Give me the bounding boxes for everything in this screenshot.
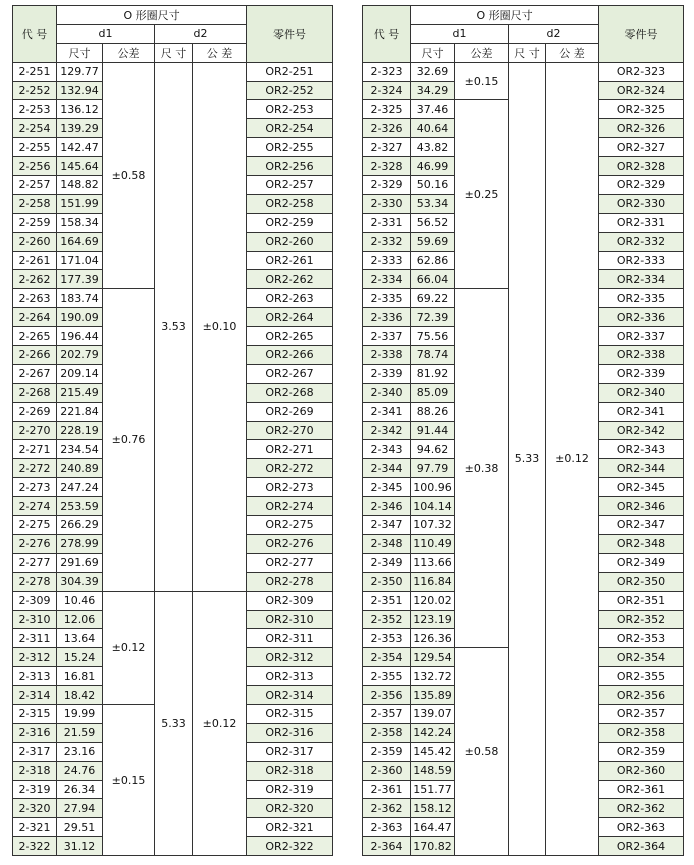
d1-size-cell: 266.29 xyxy=(57,516,103,535)
code-cell: 2-254 xyxy=(13,119,57,138)
d1-size-cell: 104.14 xyxy=(411,497,455,516)
d1-size-cell: 107.32 xyxy=(411,516,455,535)
part-number-cell: OR2-259 xyxy=(247,213,333,232)
d1-tolerance-cell: ±0.25 xyxy=(455,100,509,289)
part-number-cell: OR2-326 xyxy=(599,119,684,138)
header-o-ring-size: O 形圈尺寸 xyxy=(57,6,247,25)
part-number-cell: OR2-344 xyxy=(599,459,684,478)
code-cell: 2-344 xyxy=(363,459,411,478)
part-number-cell: OR2-253 xyxy=(247,100,333,119)
code-cell: 2-322 xyxy=(13,837,57,856)
part-number-cell: OR2-269 xyxy=(247,402,333,421)
d1-size-cell: 81.92 xyxy=(411,364,455,383)
part-number-cell: OR2-274 xyxy=(247,497,333,516)
table-body-left xyxy=(13,62,333,855)
d1-size-cell: 151.99 xyxy=(57,194,103,213)
header-d2: d2 xyxy=(509,24,599,43)
code-cell: 2-258 xyxy=(13,194,57,213)
code-cell: 2-318 xyxy=(13,761,57,780)
part-number-cell: OR2-260 xyxy=(247,232,333,251)
d2-tolerance-cell: ±0.12 xyxy=(546,62,599,855)
header-o-ring-size: O 形圈尺寸 xyxy=(411,6,599,25)
header-part-no: 零件号 xyxy=(247,6,333,63)
header-part-no: 零件号 xyxy=(599,6,684,63)
part-number-cell: OR2-310 xyxy=(247,610,333,629)
part-number-cell: OR2-345 xyxy=(599,478,684,497)
code-cell: 2-360 xyxy=(363,761,411,780)
part-number-cell: OR2-338 xyxy=(599,346,684,365)
part-number-cell: OR2-272 xyxy=(247,459,333,478)
header-d2: d2 xyxy=(155,24,247,43)
d1-size-cell: 151.77 xyxy=(411,780,455,799)
d1-size-cell: 72.39 xyxy=(411,308,455,327)
d1-size-cell: 177.39 xyxy=(57,270,103,289)
part-number-cell: OR2-342 xyxy=(599,421,684,440)
part-number-cell: OR2-350 xyxy=(599,572,684,591)
d1-size-cell: 40.64 xyxy=(411,119,455,138)
d1-size-cell: 145.42 xyxy=(411,742,455,761)
code-cell: 2-356 xyxy=(363,686,411,705)
d2-size-cell: 3.53 xyxy=(155,62,193,591)
part-number-cell: OR2-262 xyxy=(247,270,333,289)
code-cell: 2-339 xyxy=(363,364,411,383)
code-cell: 2-310 xyxy=(13,610,57,629)
part-number-cell: OR2-347 xyxy=(599,516,684,535)
code-cell: 2-342 xyxy=(363,421,411,440)
part-number-cell: OR2-354 xyxy=(599,648,684,667)
d1-size-cell: 26.34 xyxy=(57,780,103,799)
d1-size-cell: 46.99 xyxy=(411,157,455,176)
d1-size-cell: 139.07 xyxy=(411,704,455,723)
d1-size-cell: 215.49 xyxy=(57,383,103,402)
d1-size-cell: 126.36 xyxy=(411,629,455,648)
d1-size-cell: 53.34 xyxy=(411,194,455,213)
part-number-cell: OR2-255 xyxy=(247,138,333,157)
code-cell: 2-278 xyxy=(13,572,57,591)
part-number-cell: OR2-337 xyxy=(599,327,684,346)
part-number-cell: OR2-322 xyxy=(247,837,333,856)
code-cell: 2-347 xyxy=(363,516,411,535)
d1-size-cell: 31.12 xyxy=(57,837,103,856)
code-cell: 2-355 xyxy=(363,667,411,686)
code-cell: 2-272 xyxy=(13,459,57,478)
d1-size-cell: 135.89 xyxy=(411,686,455,705)
code-cell: 2-257 xyxy=(13,176,57,195)
header-d1: d1 xyxy=(57,24,155,43)
part-number-cell: OR2-346 xyxy=(599,497,684,516)
code-cell: 2-332 xyxy=(363,232,411,251)
part-number-cell: OR2-257 xyxy=(247,176,333,195)
code-cell: 2-362 xyxy=(363,799,411,818)
d1-size-cell: 15.24 xyxy=(57,648,103,667)
code-cell: 2-361 xyxy=(363,780,411,799)
part-number-cell: OR2-276 xyxy=(247,534,333,553)
part-number-cell: OR2-252 xyxy=(247,81,333,100)
d1-size-cell: 59.69 xyxy=(411,232,455,251)
code-cell: 2-253 xyxy=(13,100,57,119)
d1-size-cell: 24.76 xyxy=(57,761,103,780)
code-cell: 2-255 xyxy=(13,138,57,157)
code-cell: 2-325 xyxy=(363,100,411,119)
part-number-cell: OR2-341 xyxy=(599,402,684,421)
part-number-cell: OR2-312 xyxy=(247,648,333,667)
part-number-cell: OR2-314 xyxy=(247,686,333,705)
d1-size-cell: 132.94 xyxy=(57,81,103,100)
code-cell: 2-316 xyxy=(13,723,57,742)
d1-size-cell: 132.72 xyxy=(411,667,455,686)
part-number-cell: OR2-329 xyxy=(599,176,684,195)
part-number-cell: OR2-317 xyxy=(247,742,333,761)
part-number-cell: OR2-348 xyxy=(599,534,684,553)
code-cell: 2-264 xyxy=(13,308,57,327)
part-number-cell: OR2-266 xyxy=(247,346,333,365)
d1-size-cell: 247.24 xyxy=(57,478,103,497)
code-cell: 2-271 xyxy=(13,440,57,459)
part-number-cell: OR2-275 xyxy=(247,516,333,535)
part-number-cell: OR2-278 xyxy=(247,572,333,591)
d1-size-cell: 13.64 xyxy=(57,629,103,648)
d1-size-cell: 85.09 xyxy=(411,383,455,402)
d1-size-cell: 202.79 xyxy=(57,346,103,365)
d1-size-cell: 100.96 xyxy=(411,478,455,497)
part-number-cell: OR2-351 xyxy=(599,591,684,610)
d1-tolerance-cell: ±0.58 xyxy=(103,62,155,289)
d1-size-cell: 116.84 xyxy=(411,572,455,591)
code-cell: 2-324 xyxy=(363,81,411,100)
header-d2-tolerance: 公 差 xyxy=(193,43,247,62)
d1-size-cell: 304.39 xyxy=(57,572,103,591)
d1-size-cell: 50.16 xyxy=(411,176,455,195)
table-row xyxy=(13,62,333,81)
part-number-cell: OR2-256 xyxy=(247,157,333,176)
part-number-cell: OR2-319 xyxy=(247,780,333,799)
header-code: 代 号 xyxy=(13,6,57,63)
part-number-cell: OR2-332 xyxy=(599,232,684,251)
d1-tolerance-cell: ±0.58 xyxy=(455,648,509,856)
d1-size-cell: 142.24 xyxy=(411,723,455,742)
d1-size-cell: 113.66 xyxy=(411,553,455,572)
part-number-cell: OR2-339 xyxy=(599,364,684,383)
d1-size-cell: 291.69 xyxy=(57,553,103,572)
code-cell: 2-269 xyxy=(13,402,57,421)
d1-size-cell: 171.04 xyxy=(57,251,103,270)
part-number-cell: OR2-363 xyxy=(599,818,684,837)
code-cell: 2-352 xyxy=(363,610,411,629)
header-d1-tolerance: 公差 xyxy=(103,43,155,62)
code-cell: 2-270 xyxy=(13,421,57,440)
code-cell: 2-315 xyxy=(13,704,57,723)
header-d1-tolerance: 公差 xyxy=(455,43,509,62)
d1-tolerance-cell: ±0.38 xyxy=(455,289,509,648)
code-cell: 2-354 xyxy=(363,648,411,667)
d1-size-cell: 43.82 xyxy=(411,138,455,157)
part-number-cell: OR2-359 xyxy=(599,742,684,761)
d1-size-cell: 139.29 xyxy=(57,119,103,138)
code-cell: 2-359 xyxy=(363,742,411,761)
code-cell: 2-311 xyxy=(13,629,57,648)
code-cell: 2-349 xyxy=(363,553,411,572)
code-cell: 2-336 xyxy=(363,308,411,327)
d1-size-cell: 16.81 xyxy=(57,667,103,686)
d2-size-cell: 5.33 xyxy=(509,62,546,855)
part-number-cell: OR2-361 xyxy=(599,780,684,799)
code-cell: 2-251 xyxy=(13,62,57,81)
code-cell: 2-364 xyxy=(363,837,411,856)
code-cell: 2-268 xyxy=(13,383,57,402)
d1-size-cell: 170.82 xyxy=(411,837,455,856)
code-cell: 2-320 xyxy=(13,799,57,818)
code-cell: 2-313 xyxy=(13,667,57,686)
header-d1-size: 尺寸 xyxy=(57,43,103,62)
code-cell: 2-338 xyxy=(363,346,411,365)
d1-size-cell: 164.47 xyxy=(411,818,455,837)
header-d2-size: 尺 寸 xyxy=(155,43,193,62)
part-number-cell: OR2-335 xyxy=(599,289,684,308)
d1-tolerance-cell: ±0.12 xyxy=(103,591,155,704)
header-d2-size: 尺 寸 xyxy=(509,43,546,62)
header-code: 代 号 xyxy=(363,6,411,63)
d1-size-cell: 21.59 xyxy=(57,723,103,742)
code-cell: 2-277 xyxy=(13,553,57,572)
part-number-cell: OR2-357 xyxy=(599,704,684,723)
code-cell: 2-363 xyxy=(363,818,411,837)
d2-tolerance-cell: ±0.12 xyxy=(193,591,247,855)
d1-size-cell: 34.29 xyxy=(411,81,455,100)
d1-size-cell: 158.34 xyxy=(57,213,103,232)
d1-size-cell: 183.74 xyxy=(57,289,103,308)
part-number-cell: OR2-309 xyxy=(247,591,333,610)
code-cell: 2-275 xyxy=(13,516,57,535)
code-cell: 2-327 xyxy=(363,138,411,157)
code-cell: 2-276 xyxy=(13,534,57,553)
part-number-cell: OR2-264 xyxy=(247,308,333,327)
d1-size-cell: 29.51 xyxy=(57,818,103,837)
part-number-cell: OR2-353 xyxy=(599,629,684,648)
d1-size-cell: 12.06 xyxy=(57,610,103,629)
d1-size-cell: 94.62 xyxy=(411,440,455,459)
part-number-cell: OR2-360 xyxy=(599,761,684,780)
d1-size-cell: 209.14 xyxy=(57,364,103,383)
code-cell: 2-334 xyxy=(363,270,411,289)
code-cell: 2-341 xyxy=(363,402,411,421)
code-cell: 2-357 xyxy=(363,704,411,723)
code-cell: 2-317 xyxy=(13,742,57,761)
d1-size-cell: 123.19 xyxy=(411,610,455,629)
part-number-cell: OR2-323 xyxy=(599,62,684,81)
d1-size-cell: 148.59 xyxy=(411,761,455,780)
part-number-cell: OR2-318 xyxy=(247,761,333,780)
d1-size-cell: 278.99 xyxy=(57,534,103,553)
d2-tolerance-cell: ±0.10 xyxy=(193,62,247,591)
part-number-cell: OR2-356 xyxy=(599,686,684,705)
part-number-cell: OR2-311 xyxy=(247,629,333,648)
part-number-cell: OR2-328 xyxy=(599,157,684,176)
header-d1: d1 xyxy=(411,24,509,43)
part-number-cell: OR2-327 xyxy=(599,138,684,157)
part-number-cell: OR2-333 xyxy=(599,251,684,270)
part-number-cell: OR2-364 xyxy=(599,837,684,856)
code-cell: 2-351 xyxy=(363,591,411,610)
code-cell: 2-266 xyxy=(13,346,57,365)
code-cell: 2-331 xyxy=(363,213,411,232)
table-row xyxy=(13,591,333,610)
part-number-cell: OR2-343 xyxy=(599,440,684,459)
code-cell: 2-256 xyxy=(13,157,57,176)
part-number-cell: OR2-358 xyxy=(599,723,684,742)
d1-size-cell: 97.79 xyxy=(411,459,455,478)
code-cell: 2-314 xyxy=(13,686,57,705)
code-cell: 2-312 xyxy=(13,648,57,667)
d1-size-cell: 164.69 xyxy=(57,232,103,251)
part-number-cell: OR2-336 xyxy=(599,308,684,327)
d1-tolerance-cell: ±0.15 xyxy=(455,62,509,100)
oring-table-left xyxy=(12,5,333,856)
code-cell: 2-262 xyxy=(13,270,57,289)
part-number-cell: OR2-271 xyxy=(247,440,333,459)
oring-table-right xyxy=(362,5,684,856)
d1-size-cell: 32.69 xyxy=(411,62,455,81)
code-cell: 2-333 xyxy=(363,251,411,270)
code-cell: 2-273 xyxy=(13,478,57,497)
d1-size-cell: 145.64 xyxy=(57,157,103,176)
part-number-cell: OR2-277 xyxy=(247,553,333,572)
d1-size-cell: 142.47 xyxy=(57,138,103,157)
part-number-cell: OR2-355 xyxy=(599,667,684,686)
code-cell: 2-358 xyxy=(363,723,411,742)
part-number-cell: OR2-258 xyxy=(247,194,333,213)
part-number-cell: OR2-315 xyxy=(247,704,333,723)
code-cell: 2-321 xyxy=(13,818,57,837)
d1-size-cell: 158.12 xyxy=(411,799,455,818)
code-cell: 2-309 xyxy=(13,591,57,610)
code-cell: 2-346 xyxy=(363,497,411,516)
d1-size-cell: 234.54 xyxy=(57,440,103,459)
d1-size-cell: 221.84 xyxy=(57,402,103,421)
d1-size-cell: 10.46 xyxy=(57,591,103,610)
d1-size-cell: 78.74 xyxy=(411,346,455,365)
code-cell: 2-319 xyxy=(13,780,57,799)
part-number-cell: OR2-334 xyxy=(599,270,684,289)
d1-size-cell: 190.09 xyxy=(57,308,103,327)
part-number-cell: OR2-352 xyxy=(599,610,684,629)
code-cell: 2-265 xyxy=(13,327,57,346)
code-cell: 2-263 xyxy=(13,289,57,308)
d1-size-cell: 62.86 xyxy=(411,251,455,270)
code-cell: 2-353 xyxy=(363,629,411,648)
part-number-cell: OR2-268 xyxy=(247,383,333,402)
part-number-cell: OR2-340 xyxy=(599,383,684,402)
code-cell: 2-328 xyxy=(363,157,411,176)
d1-size-cell: 148.82 xyxy=(57,176,103,195)
table-row xyxy=(363,62,684,81)
d1-size-cell: 240.89 xyxy=(57,459,103,478)
code-cell: 2-350 xyxy=(363,572,411,591)
header-d2-tolerance: 公 差 xyxy=(546,43,599,62)
code-cell: 2-348 xyxy=(363,534,411,553)
part-number-cell: OR2-254 xyxy=(247,119,333,138)
part-number-cell: OR2-324 xyxy=(599,81,684,100)
part-number-cell: OR2-265 xyxy=(247,327,333,346)
code-cell: 2-274 xyxy=(13,497,57,516)
d1-size-cell: 136.12 xyxy=(57,100,103,119)
part-number-cell: OR2-263 xyxy=(247,289,333,308)
code-cell: 2-260 xyxy=(13,232,57,251)
part-number-cell: OR2-270 xyxy=(247,421,333,440)
d1-size-cell: 129.54 xyxy=(411,648,455,667)
code-cell: 2-259 xyxy=(13,213,57,232)
code-cell: 2-335 xyxy=(363,289,411,308)
d1-size-cell: 75.56 xyxy=(411,327,455,346)
part-number-cell: OR2-261 xyxy=(247,251,333,270)
d1-size-cell: 56.52 xyxy=(411,213,455,232)
header-d1-size: 尺寸 xyxy=(411,43,455,62)
part-number-cell: OR2-316 xyxy=(247,723,333,742)
d1-size-cell: 120.02 xyxy=(411,591,455,610)
d1-size-cell: 196.44 xyxy=(57,327,103,346)
code-cell: 2-330 xyxy=(363,194,411,213)
part-number-cell: OR2-267 xyxy=(247,364,333,383)
part-number-cell: OR2-273 xyxy=(247,478,333,497)
part-number-cell: OR2-321 xyxy=(247,818,333,837)
d1-size-cell: 27.94 xyxy=(57,799,103,818)
d1-tolerance-cell: ±0.15 xyxy=(103,704,155,855)
part-number-cell: OR2-330 xyxy=(599,194,684,213)
part-number-cell: OR2-362 xyxy=(599,799,684,818)
part-number-cell: OR2-251 xyxy=(247,62,333,81)
code-cell: 2-345 xyxy=(363,478,411,497)
d2-size-cell: 5.33 xyxy=(155,591,193,855)
d1-tolerance-cell: ±0.76 xyxy=(103,289,155,591)
d1-size-cell: 18.42 xyxy=(57,686,103,705)
d1-size-cell: 129.77 xyxy=(57,62,103,81)
d1-size-cell: 23.16 xyxy=(57,742,103,761)
part-number-cell: OR2-313 xyxy=(247,667,333,686)
d1-size-cell: 228.19 xyxy=(57,421,103,440)
d1-size-cell: 37.46 xyxy=(411,100,455,119)
code-cell: 2-261 xyxy=(13,251,57,270)
code-cell: 2-252 xyxy=(13,81,57,100)
part-number-cell: OR2-325 xyxy=(599,100,684,119)
d1-size-cell: 91.44 xyxy=(411,421,455,440)
code-cell: 2-323 xyxy=(363,62,411,81)
part-number-cell: OR2-331 xyxy=(599,213,684,232)
code-cell: 2-343 xyxy=(363,440,411,459)
code-cell: 2-267 xyxy=(13,364,57,383)
code-cell: 2-337 xyxy=(363,327,411,346)
part-number-cell: OR2-349 xyxy=(599,553,684,572)
d1-size-cell: 69.22 xyxy=(411,289,455,308)
code-cell: 2-340 xyxy=(363,383,411,402)
d1-size-cell: 88.26 xyxy=(411,402,455,421)
d1-size-cell: 66.04 xyxy=(411,270,455,289)
part-number-cell: OR2-320 xyxy=(247,799,333,818)
code-cell: 2-326 xyxy=(363,119,411,138)
table-body-right xyxy=(363,62,684,855)
d1-size-cell: 110.49 xyxy=(411,534,455,553)
code-cell: 2-329 xyxy=(363,176,411,195)
d1-size-cell: 19.99 xyxy=(57,704,103,723)
d1-size-cell: 253.59 xyxy=(57,497,103,516)
